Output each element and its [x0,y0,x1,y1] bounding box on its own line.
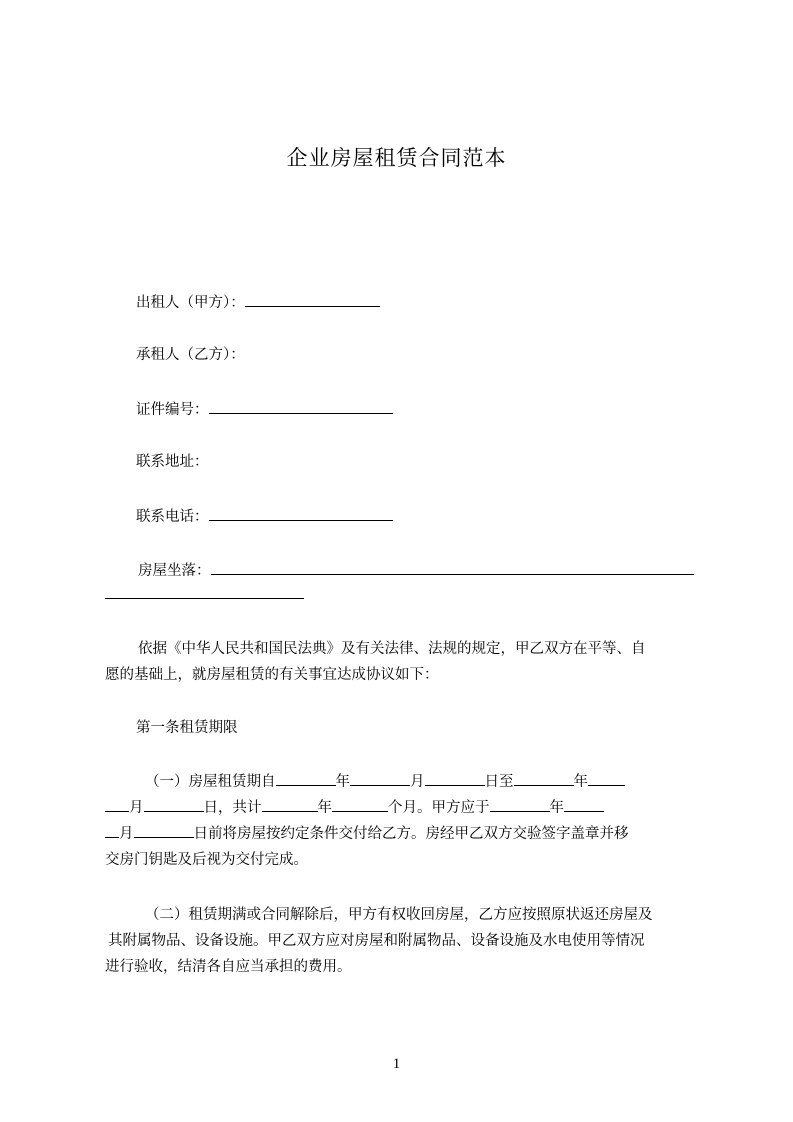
clause-1-line-2 [105,795,701,821]
clause-1-year-4: 年 [549,800,564,816]
page-number: 1 [392,1056,401,1072]
lessor-blank[interactable] [245,292,380,307]
phone-field [136,506,393,527]
start-month-blank[interactable] [350,771,410,786]
intro-line-2: 愿的基础上，就房屋租赁的有关事宜达成协议如下： [105,667,439,683]
clause-1-rest-1: 日前将房屋按约定条件交付给乙方。房经甲乙双方交验签字盖章并移 [193,826,629,842]
location-field [138,560,694,581]
article-1-clause-2 [105,902,701,980]
clause-1-month-4: 月 [119,826,134,842]
lessor-label: 出租人（甲方）： [136,295,245,311]
location-label: 房屋坐落： [138,563,211,579]
clause-1-line-4: 交房门钥匙及后视为交付完成。 [105,852,308,868]
phone-label: 联系电话： [136,509,209,525]
intro-paragraph [105,636,701,688]
clause-2-line-1: （二）租赁期满或合同解除后，甲方有权收回房屋，乙方应按照原状返还房屋及 [145,907,653,923]
clause-1-year: 年 [335,774,350,790]
page-title: 企业房屋租赁合同范本 [286,146,507,170]
lessor-field [136,292,380,313]
clause-1-year-3: 年 [317,800,332,816]
total-years-blank[interactable] [262,797,318,812]
intro-line-1: 依据《中华人民共和国民法典》及有关法律、法规的规定，甲乙双方在平等、自 [138,641,646,657]
clause-1-day-to: 日至 [484,774,514,790]
location-blank-continued[interactable] [105,584,304,599]
delivery-day-blank[interactable] [134,823,194,838]
clause-1-text-a: （一）房屋租赁期自 [145,774,276,790]
lessee-field [136,345,245,365]
delivery-month-blank-b[interactable] [105,823,119,838]
clause-2-line-3: 进行验收，结清各自应当承担的费用。 [105,959,352,975]
address-field [136,452,209,472]
start-year-blank[interactable] [276,771,336,786]
article-1-clause-1 [105,769,701,873]
lessee-label: 承租人（乙方）： [136,347,245,363]
end-month-blank-a[interactable] [588,771,625,786]
location-blank[interactable] [211,560,694,575]
clause-1-month: 月 [410,774,425,790]
clause-1-line-3 [105,821,701,847]
id-number-field [136,399,393,420]
end-year-blank[interactable] [514,771,574,786]
phone-blank[interactable] [209,506,393,521]
clause-2-line-2: 其附属物品、设备设施。甲乙双方应对房屋和附属物品、设备设施及水电使用等情况 [108,933,645,949]
clause-1-line-1 [105,769,701,795]
end-day-blank[interactable] [144,797,204,812]
end-month-blank-b[interactable] [105,797,129,812]
delivery-year-blank[interactable] [490,797,550,812]
total-months-blank[interactable] [332,797,388,812]
article-1-heading: 第一条租赁期限 [136,720,238,736]
clause-1-month-2: 月 [129,800,144,816]
clause-1-day-total: 日，共计 [203,800,262,816]
delivery-month-blank-a[interactable] [564,797,604,812]
id-number-blank[interactable] [209,399,393,414]
clause-1-year-2: 年 [573,774,588,790]
address-label: 联系地址： [136,454,209,470]
start-day-blank[interactable] [425,771,485,786]
id-number-label: 证件编号： [136,402,209,418]
clause-1-months: 个月。甲方应于 [388,800,490,816]
